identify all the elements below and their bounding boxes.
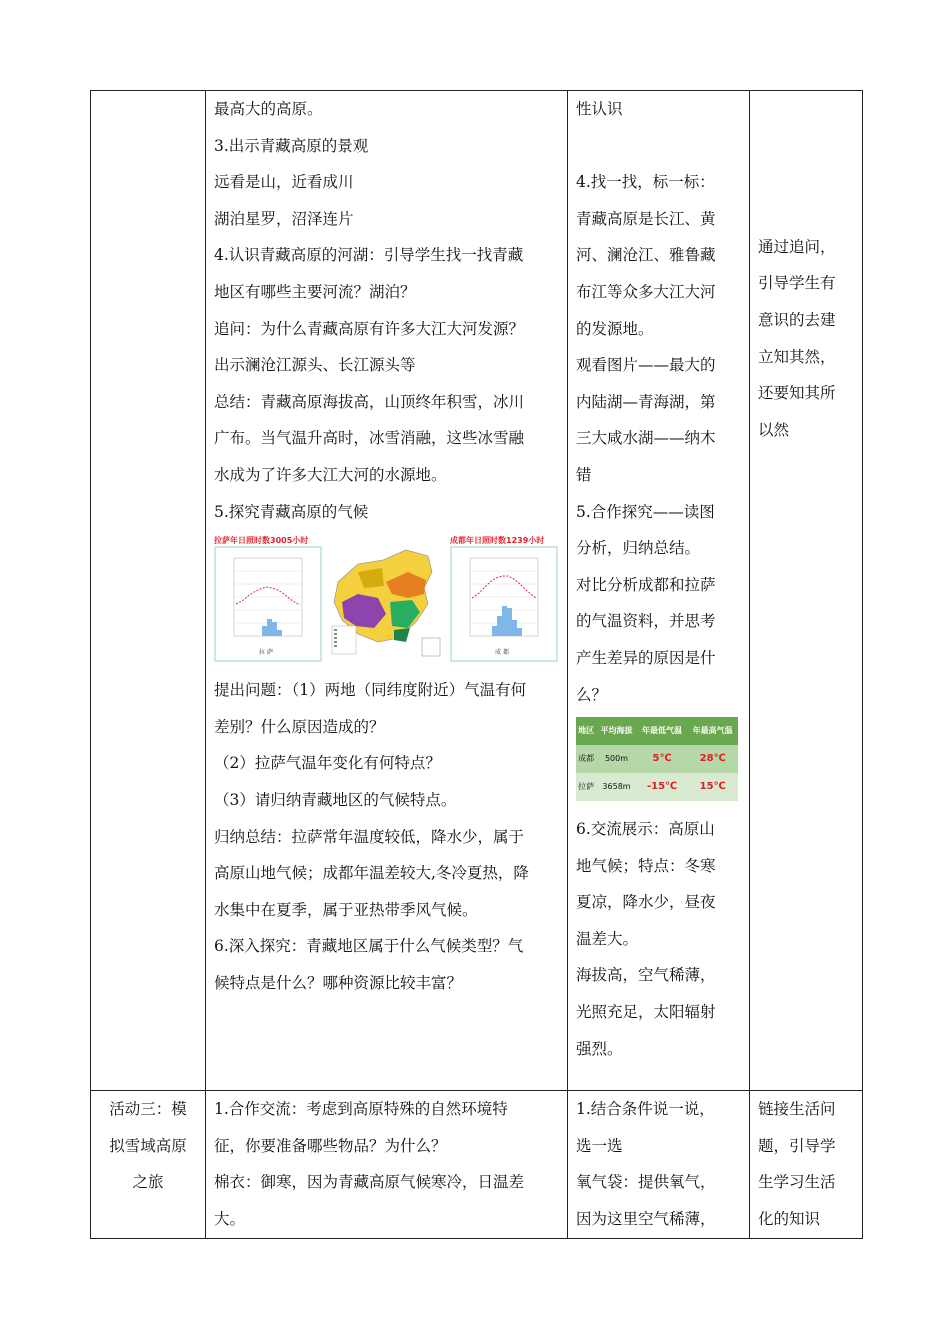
text-line: 强烈。: [576, 1039, 623, 1058]
text-line: 夏凉，降水少，昼夜: [576, 893, 716, 912]
text-line: 差别？什么原因造成的？: [214, 717, 385, 736]
text-line: 引导学生有: [758, 274, 836, 293]
text-line: 地气候；特点：冬寒: [576, 856, 716, 875]
text-line: 湖泊星罗，沼泽连片: [214, 209, 354, 228]
text-line: 远看是山，近看成川: [214, 173, 354, 192]
lesson-table: [90, 90, 863, 1239]
text-line: 氧气袋：提供氧气，: [576, 1173, 716, 1192]
activity-cell: [91, 91, 206, 1091]
lhasa-climate-chart: [214, 536, 322, 664]
text-line: 广布。当气温升高时，冰雪消融，这些冰雪融: [214, 429, 525, 448]
climate-figure: [214, 536, 559, 664]
text-line: 5.合作探究——读图: [576, 502, 715, 521]
text-line: 活动三：模: [109, 1100, 187, 1118]
text-line: 出示澜沧江源头、长江源头等: [214, 356, 416, 375]
chengdu-chart-title: 成都年日照时数1239小时: [450, 536, 545, 546]
text-line: 5.探究青藏高原的气候: [214, 502, 369, 521]
table-cell: 500m: [596, 745, 637, 773]
text-line: 意识的去建: [758, 310, 836, 329]
text-line: 以然: [758, 420, 790, 439]
text-line: 海拔高，空气稀薄，: [576, 966, 716, 985]
text-line: 温差大。: [576, 929, 639, 948]
table-cell: 5℃: [637, 745, 688, 773]
text-line: 追问：为什么青藏高原有许多大江大河发源？: [214, 319, 525, 338]
chengdu-place-label: 成 都: [495, 649, 509, 657]
table-cell: 28℃: [687, 745, 738, 773]
text-line: 6.深入探究：青藏地区属于什么气候类型？气: [214, 937, 524, 956]
activity-cell: [91, 1091, 206, 1239]
text-line: 的气温资料，并思考: [576, 612, 716, 631]
text-line: 的发源地。: [576, 319, 654, 338]
text-line: 提出问题：（1）两地（同纬度附近）气温有何: [214, 681, 527, 700]
teacher-activity-cell: [206, 1091, 568, 1239]
text-line: 棉衣：御寒，因为青藏高原气候寒冷，日温差: [214, 1173, 525, 1192]
text-line: 链接生活问: [758, 1100, 836, 1118]
text-line: 么？: [576, 685, 608, 704]
table-header: 平均海拔: [596, 717, 637, 745]
lhasa-place-label: 拉 萨: [259, 649, 273, 657]
text-line: 4.认识青藏高原的河湖：引导学生找一找青藏: [214, 246, 524, 265]
text-line: 产生差异的原因是什: [576, 648, 716, 667]
text-line: 生学习生活: [758, 1173, 836, 1192]
china-climate-map: [328, 542, 444, 658]
text-line: 大。: [214, 1209, 246, 1228]
text-line: 地区有哪些主要河流？湖泊？: [214, 282, 416, 301]
text-line: 观看图片——最大的: [576, 356, 716, 375]
table-cell: 成都: [576, 745, 596, 773]
lhasa-chart-graphic: [214, 546, 322, 662]
text-line: 总结：青藏高原海拔高，山顶终年积雪，冰川: [214, 392, 525, 411]
table-cell: 3658m: [596, 773, 637, 801]
table-cell: 15℃: [687, 773, 738, 801]
text-line: 水成为了许多大江大河的水源地。: [214, 465, 447, 484]
table-cell: -15℃: [637, 773, 688, 801]
text-line: 6.交流展示：高原山: [576, 820, 715, 839]
text-line: 还要知其所: [758, 384, 836, 403]
text-line: 布江等众多大江大河: [576, 282, 716, 301]
text-line: 立知其然，: [758, 347, 836, 366]
chengdu-climate-chart: [450, 536, 558, 664]
lhasa-chart-title: 拉萨年日照时数3005小时: [214, 536, 309, 546]
chengdu-chart-graphic: [450, 546, 558, 662]
table-cell: 拉萨: [576, 773, 596, 801]
text-line: 因为这里空气稀薄，: [576, 1209, 716, 1228]
text-line: 1.结合条件说一说，: [576, 1100, 715, 1118]
text-line: 3.出示青藏高原的景观: [214, 136, 369, 155]
design-intent-cell: [750, 1091, 863, 1239]
teacher-activity-cell: [206, 91, 568, 1091]
text-line: （2）拉萨气温年变化有何特点？: [214, 754, 441, 773]
text-line: 拟雪域高原: [109, 1136, 187, 1155]
text-line: 错: [576, 465, 592, 484]
table-row: [91, 1091, 863, 1239]
text-line: 分析，归纳总结。: [576, 539, 701, 558]
text-line: 候特点是什么？哪种资源比较丰富？: [214, 973, 463, 992]
text-line: [576, 128, 741, 165]
text-line: （3）请归纳青藏地区的气候特点。: [214, 790, 457, 809]
text-line: 之旅: [132, 1173, 164, 1192]
design-intent-cell: [750, 91, 863, 1091]
table-header: 年最高气温: [687, 717, 738, 745]
text-line: 内陆湖—青海湖，第: [576, 392, 716, 411]
text-line: 征，你要准备哪些物品？为什么？: [214, 1136, 447, 1155]
text-line: 选一选: [576, 1136, 623, 1155]
text-line: 河、澜沧江、雅鲁藏: [576, 246, 716, 265]
student-activity-cell: [568, 91, 750, 1091]
text-line: 性认识: [576, 100, 623, 118]
text-line: 题，引导学: [758, 1136, 836, 1155]
text-line: 1.合作交流：考虑到高原特殊的自然环境特: [214, 1100, 508, 1118]
temperature-table: [576, 717, 738, 801]
table-header: 年最低气温: [637, 717, 688, 745]
table-row: [91, 91, 863, 1091]
text-line: 三大咸水湖——纳木: [576, 429, 716, 448]
text-line: 通过追问，: [758, 237, 836, 256]
text-line: 化的知识: [758, 1209, 821, 1228]
text-line: 最高大的高原。: [214, 100, 323, 118]
table-header: 地区: [576, 717, 596, 745]
text-line: 水集中在夏季，属于亚热带季风气候。: [214, 900, 478, 919]
text-line: 高原山地气候；成都年温差较大,冬冷夏热，降: [214, 864, 529, 883]
text-line: 归纳总结：拉萨常年温度较低，降水少，属于: [214, 827, 525, 846]
text-line: 4.找一找，标一标：: [576, 173, 715, 192]
text-line: 对比分析成都和拉萨: [576, 575, 716, 594]
text-line: 光照充足，太阳辐射: [576, 1003, 716, 1022]
text-line: 青藏高原是长江、黄: [576, 209, 716, 228]
student-activity-cell: [568, 1091, 750, 1239]
